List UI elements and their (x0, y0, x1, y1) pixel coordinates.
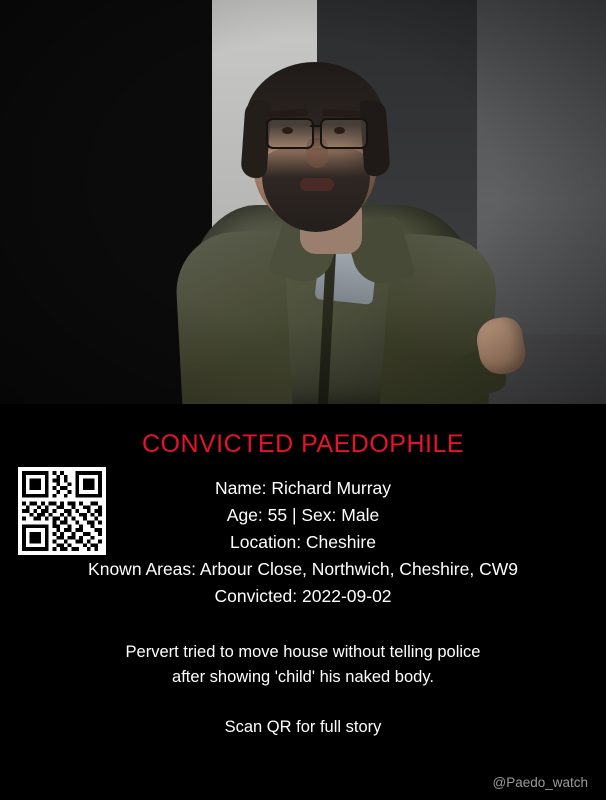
detail-convicted: Convicted: 2022-09-02 (214, 586, 392, 606)
qr-code[interactable] (18, 467, 106, 555)
account-handle: @Paedo_watch (492, 775, 588, 790)
case-summary-line-2: after showing 'child' his naked body. (172, 668, 434, 686)
detail-known-areas: Known Areas: Arbour Close, Northwich, Cheshire, CW9 (88, 559, 518, 579)
case-summary-line-1: Pervert tried to move house without telling police (125, 643, 481, 661)
info-panel (0, 404, 606, 800)
scan-instruction: Scan QR for full story (224, 718, 382, 736)
headline: CONVICTED PAEDOPHILE (141, 430, 465, 458)
detail-name: Name: Richard Murray (214, 478, 392, 498)
eye-right (334, 127, 345, 134)
qr-code-icon (22, 471, 102, 551)
detail-age-sex: Age: 55 | Sex: Male (226, 505, 380, 525)
glasses-bridge (310, 125, 320, 127)
mouth (300, 178, 334, 191)
detail-location: Location: Cheshire (230, 532, 376, 552)
glasses-lens-right (320, 118, 368, 149)
case-summary (0, 610, 606, 690)
eye-left (282, 127, 293, 134)
